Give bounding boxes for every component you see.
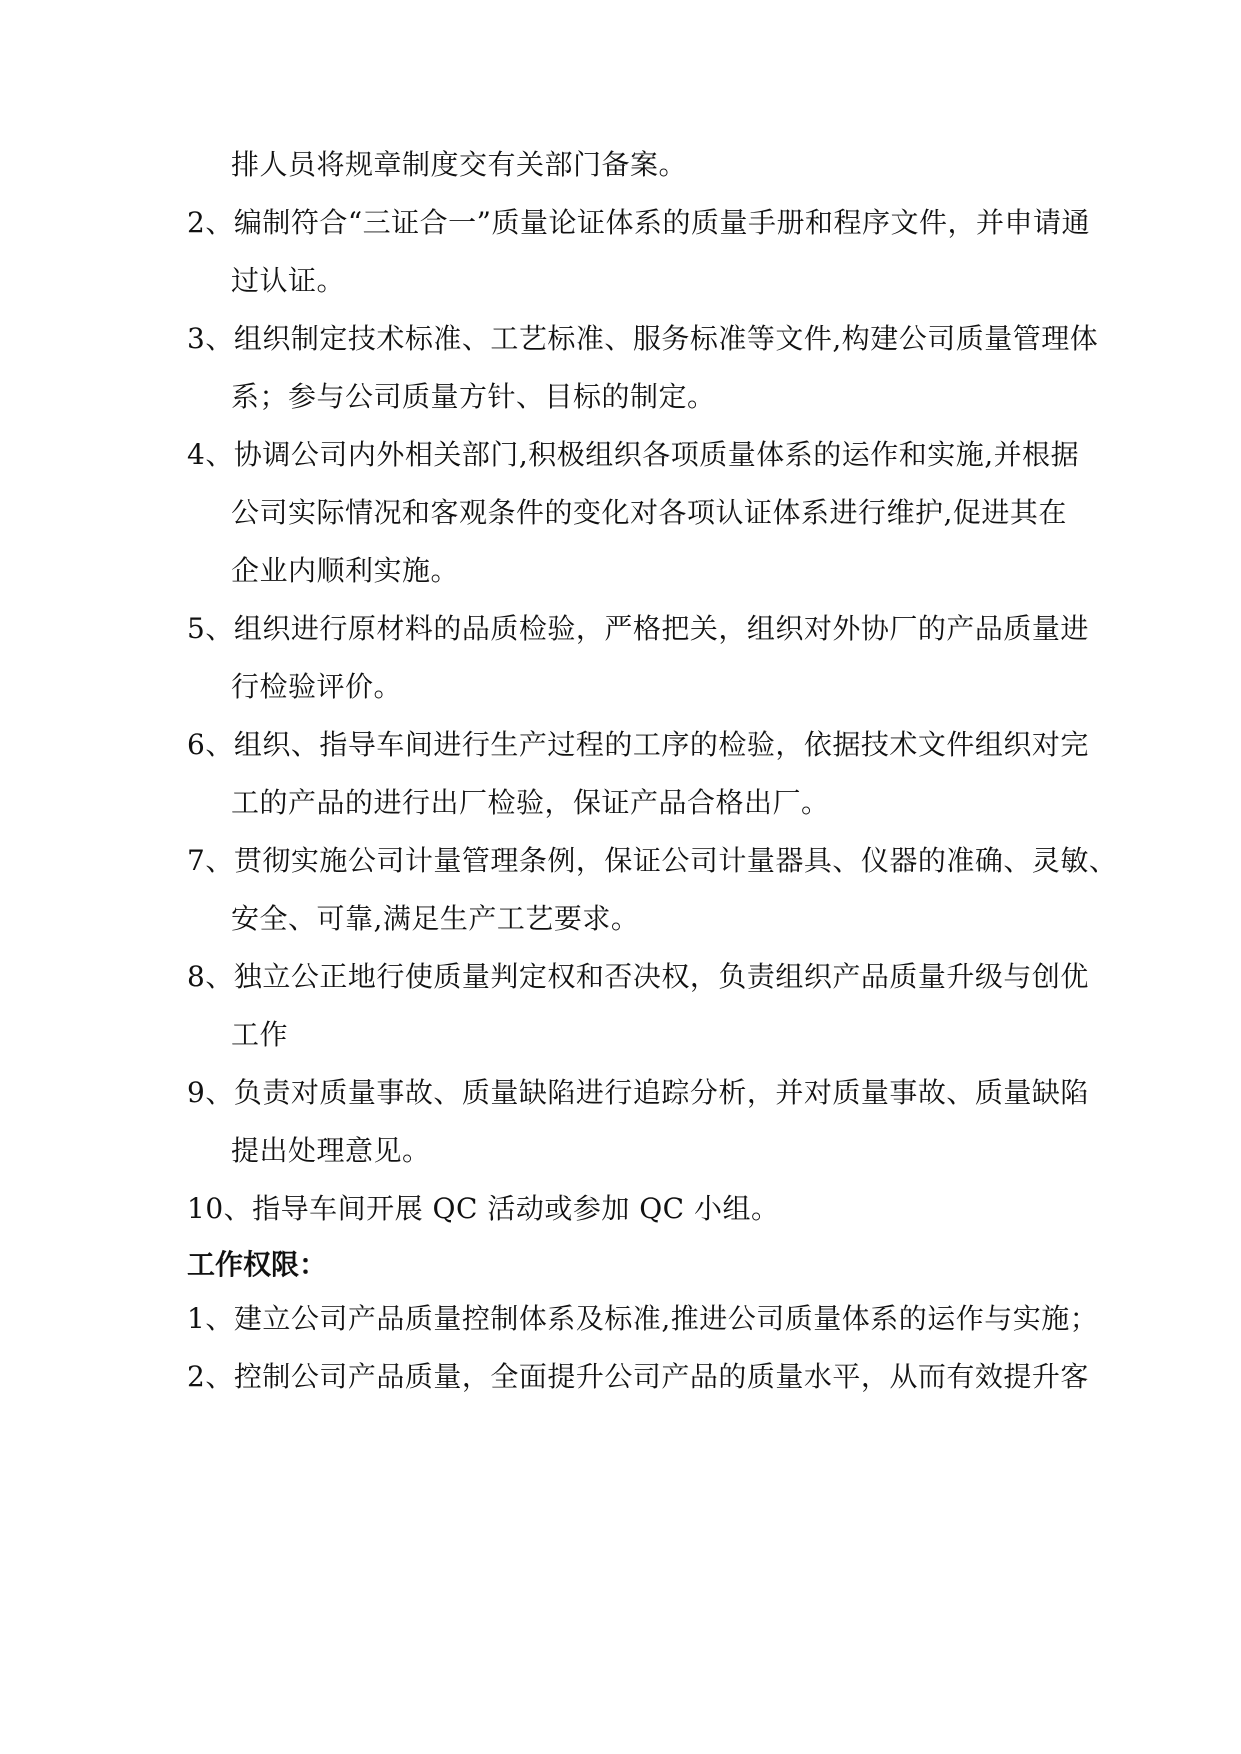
item-number: 8、	[187, 960, 234, 993]
item-text: 组织进行原材料的品质检验，严格把关，组织对外协厂的产品质量进	[233, 612, 1089, 645]
item-text: 建立公司产品质量控制体系及标准,推进公司质量体系的运作与实施；	[233, 1302, 1099, 1335]
duty-item-8-line-2: 工作	[231, 1018, 289, 1051]
authority-item-1	[187, 1301, 1098, 1337]
duty-item-5-line-2: 行检验评价。	[231, 670, 403, 703]
duty-item-2-line-2: 过认证。	[231, 264, 346, 297]
duty-item-5	[187, 611, 1089, 647]
item-number: 10、	[187, 1192, 253, 1225]
item-number: 6、	[187, 728, 234, 761]
duty-item-9	[187, 1075, 1089, 1111]
item-number: 2、	[187, 1360, 234, 1393]
item-number: 5、	[187, 612, 234, 645]
duty-item-6	[187, 727, 1089, 763]
section-heading-authority: 工作权限：	[187, 1248, 328, 1281]
duty-item-4	[187, 437, 1079, 473]
item-text: 独立公正地行使质量判定权和否决权，负责组织产品质量升级与创优	[233, 960, 1089, 993]
duty-item-9-line-2: 提出处理意见。	[231, 1134, 431, 1167]
duty-item-3-line-2: 系；参与公司质量方针、目标的制定。	[231, 380, 716, 413]
item-text: 协调公司内外相关部门,积极组织各项质量体系的运作和实施,并根据	[233, 438, 1080, 471]
duty-item-10	[187, 1191, 780, 1227]
item-number: 3、	[187, 322, 234, 355]
duty-item-6-line-2: 工的产品的进行出厂检验，保证产品合格出厂。	[231, 786, 830, 819]
duty-1-continuation: 排人员将规章制度交有关部门备案。	[231, 148, 688, 181]
duty-item-7-line-2: 安全、可靠,满足生产工艺要求。	[231, 902, 640, 935]
item-number: 9、	[187, 1076, 234, 1109]
item-text: 贯彻实施公司计量管理条例，保证公司计量器具、仪器的准确、灵敏、	[233, 844, 1118, 877]
duty-item-4-line-2: 公司实际情况和客观条件的变化对各项认证体系进行维护,促进其在	[231, 496, 1067, 529]
duty-item-4-line-3: 企业内顺利实施。	[231, 554, 460, 587]
authority-item-2	[187, 1359, 1089, 1395]
item-text: 负责对质量事故、质量缺陷进行追踪分析，并对质量事故、质量缺陷	[233, 1076, 1089, 1109]
item-text: 指导车间开展 QC 活动或参加 QC 小组。	[252, 1192, 780, 1225]
duty-item-3	[187, 321, 1098, 357]
item-text: 编制符合“三证合一”质量论证体系的质量手册和程序文件，并申请通	[233, 206, 1090, 239]
item-text: 组织制定技术标准、工艺标准、服务标准等文件,构建公司质量管理体	[233, 322, 1099, 355]
item-text: 组织、指导车间进行生产过程的工序的检验，依据技术文件组织对完	[233, 728, 1089, 761]
item-number: 2、	[187, 206, 234, 239]
duty-item-8	[187, 959, 1089, 995]
item-number: 7、	[187, 844, 234, 877]
duty-item-2	[187, 205, 1090, 241]
duty-item-7	[187, 843, 1117, 879]
item-text: 控制公司产品质量，全面提升公司产品的质量水平，从而有效提升客	[233, 1360, 1089, 1393]
item-number: 4、	[187, 438, 234, 471]
item-number: 1、	[187, 1302, 234, 1335]
